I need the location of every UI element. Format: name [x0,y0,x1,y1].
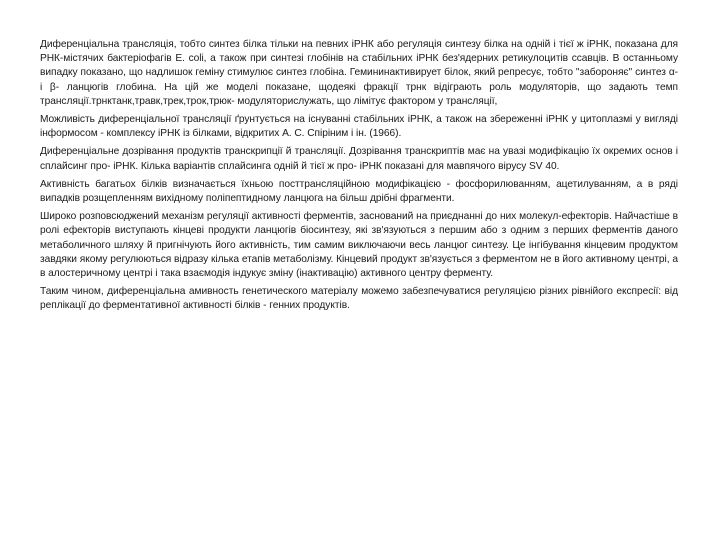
paragraph-posttranslational-modification: Активність багатьох білків визначається їхньою посттрансляційною модифікацією - фосфорилюванням, ацетилуванням, а в ряді випадків розщепленням вихідному поліпептидному ланцюга на більш дрібні фрагменти. [40,178,678,205]
paragraph-differential-maturation: Диференціальне дозрівання продуктів транскрипції й трансляції. Дозрівання транскриптів має на увазі модифікацію їх окремих основ і сплайсинг про- іРНК. Кілька варіантів сплайсинга одній й тієї ж про- іРНК показані для мавпячого вірусу SV 40. [40,146,678,172]
paragraph-differential-translation: Диференціальна трансляція, тобто синтез білка тільки на певних іРНК або регуляція синтезу білка на одній і тієї ж іРНК, показана для РНК-містячих бактеріофагів E. coli, а також при синтезі глобінів на стабільних іРНК без'ядерних ретикулоцитів ссавців. В останньому випадку показано, що надлишок геміну стимулює синтез глобіна. Гемининактивирует білок, який репресує, тобто "забороняє" синтез α- і β- ланцюгів глобина. На цій же моделі показане, щодеякі фракції трнк відіграють роль модуляторів, що задають темп трансляції.трнктанк,травк,трек,трок,трюк- модуляторислужать, що лімітує фактором у трансляції, [40,39,678,107]
slide-text-body [40,38,678,318]
paragraph-informosomes: Можливість диференціальної трансляції ґрунтується на існуванні стабільних іРНК, а також на збереженні іРНК у цитоплазмі у вигляді інформосом - комплексу іРНК із білками, відкритих А. С. Спіріним і ін. (1966). [40,114,678,140]
paragraph-conclusion: Таким чином, диференціальна амивность генетического матеріалу можемо забезпечуватися регуляцією різних рівнійого експресії: від реплікації до ферментативної активності білків - генних продуктів. [40,286,678,312]
paragraph-effector-regulation: Широко розповсюджений механізм регуляції активності ферментів, заснований на приєднанні до них молекул-ефекторів. Найчастіше в ролі ефекторів виступають кінцеві продукти ланцюгів біосинтезу, які зв'язуються з першим або з одним з перших ферментів даного метаболичного шляху й пригнічують його активність, тим самим виключаючи весь ланцюг синтезу. Це інгібування кінцевим продуктом завдяки якому регулюються відразу кілька етапів метаболізму. Кінцевий продукт зв'язується з ферментом не в його активному центрі, а в алостеричному центрі і така взаємодія індукує зміну (інактивацію) активного центру ферменту. [40,211,678,280]
